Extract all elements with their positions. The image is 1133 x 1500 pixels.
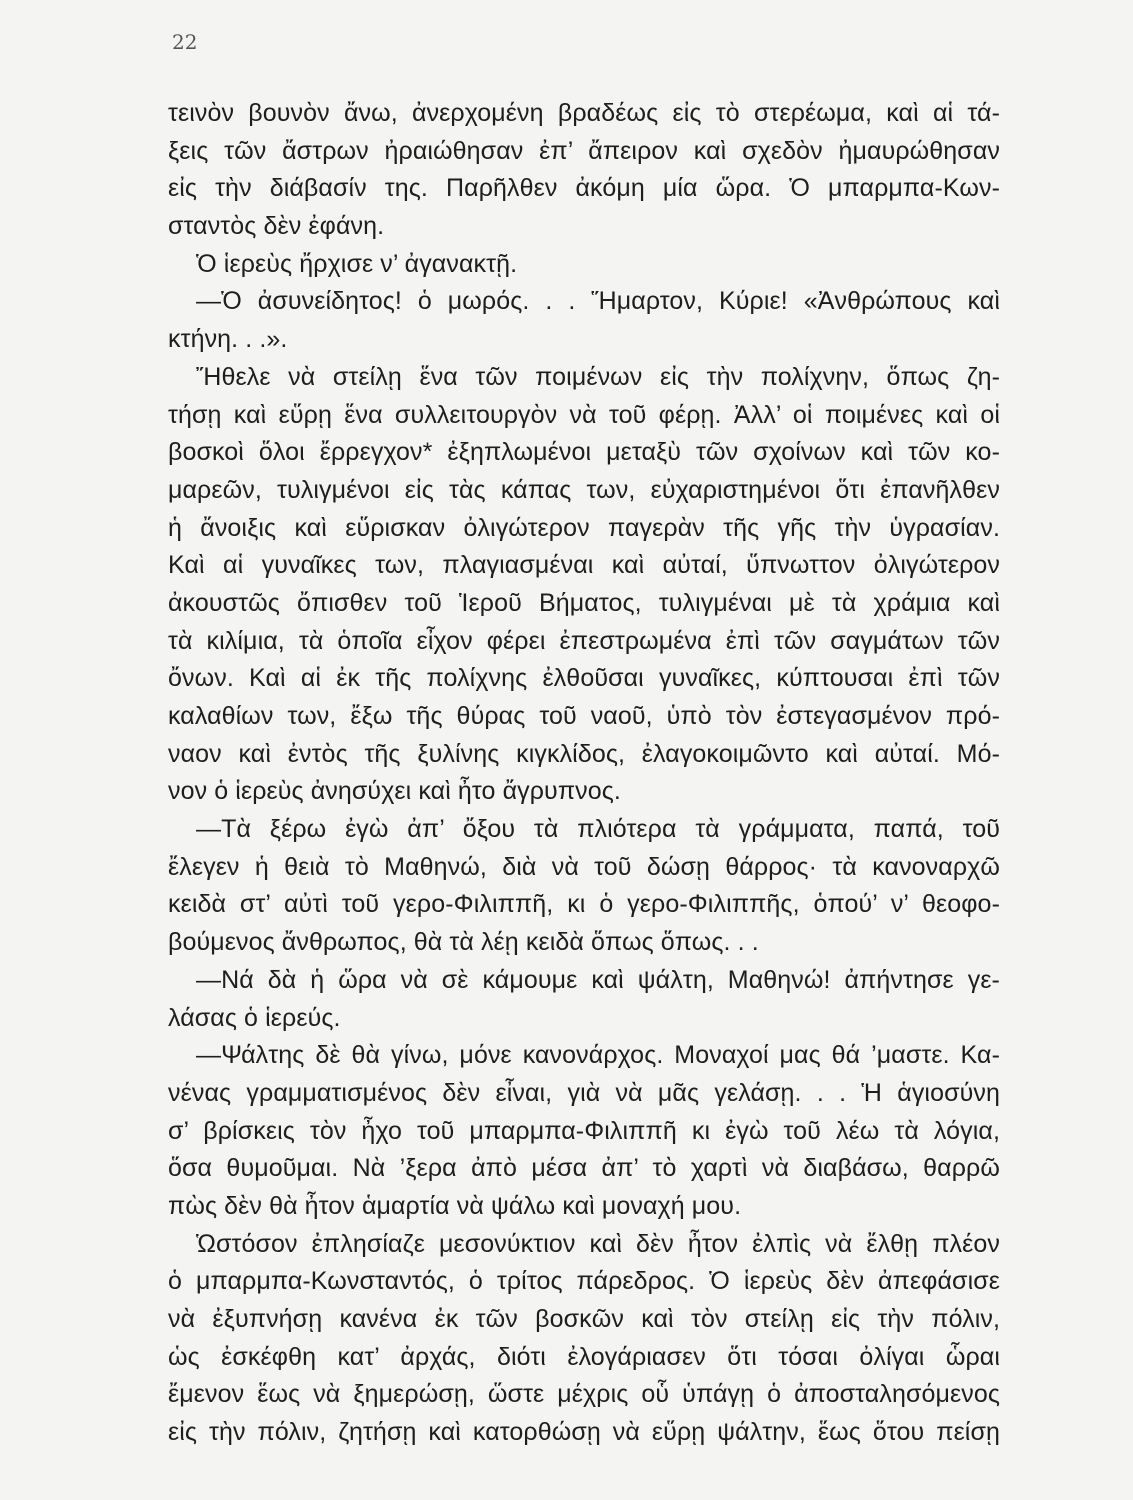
text-line: τὰ κιλίμια, τὰ ὁποῖα εἶχον φέρει ἐπεστρωμένα ἐπὶ τῶν σαγμάτων τῶν — [168, 626, 1000, 655]
text-line: σ’ βρίσκεις τὸν ἦχο τοῦ μπαρμπα-Φιλιππῆ κι ἐγὼ τοῦ λέω τὰ λόγια, — [168, 1116, 1000, 1145]
text-line: —Ψάλτης δὲ θὰ γίνω, μόνε κανονάρχος. Μοναχοί μας θά ’μαστε. Κα- — [196, 1041, 1000, 1070]
text-line: τήσῃ καὶ εὕρῃ ἕνα συλλειτουργὸν νὰ τοῦ φέρῃ. Ἀλλ’ οἱ ποιμένες καὶ οἱ — [168, 400, 1000, 429]
text-line: εἰς τὴν διάβασίν της. Παρῆλθεν ἀκόμη μία ὥρα. Ὁ μπαρμπα-Κων- — [168, 174, 1000, 203]
text-line: νον ὁ ἱερεὺς ἀνησύχει καὶ ἦτο ἄγρυπνος. — [168, 777, 621, 806]
text-line: μαρεῶν, τυλιγμένοι εἰς τὰς κάπας των, εὐχαριστημένοι ὅτι ἐπανῆλθεν — [168, 475, 1000, 504]
text-line: νὰ ἐξυπνήσῃ κανένα ἐκ τῶν βοσκῶν καὶ τὸν στείλῃ εἰς τὴν πόλιν, — [168, 1305, 1000, 1333]
text-line: σταντὸς δὲν ἐφάνη. — [168, 212, 385, 241]
text-line: ὄνων. Καὶ αἱ ἐκ τῆς πολίχνης ἐλθοῦσαι γυναῖκες, κύπτουσαι ἐπὶ τῶν — [168, 664, 1000, 693]
text-line: ἔμενον ἕως νὰ ξημερώσῃ, ὥστε μέχρις οὗ ὑπάγῃ ὁ ἀποσταλησόμενος — [168, 1380, 1000, 1409]
text-line: βούμενος ἄνθρωπος, θὰ τὰ λέῃ κειδὰ ὅπως ὅπως. . . — [168, 928, 759, 957]
text-line: καλαθίων των, ἔξω τῆς θύρας τοῦ ναοῦ, ὑπὸ τὸν ἐστεγασμένον πρό- — [168, 702, 1000, 730]
text-line: ὅσα θυμοῦμαι. Νὰ ’ξερα ἀπὸ μέσα ἀπ’ τὸ χαρτὶ νὰ διαβάσω, θαρρῶ — [168, 1154, 1000, 1183]
text-line: βοσκοὶ ὅλοι ἔρρεγχον* ἐξηπλωμένοι μεταξὺ τῶν σχοίνων καὶ τῶν κο- — [168, 438, 1000, 467]
text-line: εἰς τὴν πόλιν, ζητήσῃ καὶ κατορθώσῃ νὰ εὕρῃ ψάλτην, ἕως ὅτου πείσῃ — [168, 1418, 1000, 1447]
text-line: ἔλεγεν ἡ θειὰ τὸ Μαθηνώ, διὰ νὰ τοῦ δώσῃ θάρρος· τὰ κανοναρχῶ — [168, 852, 1000, 881]
text-line: ὁ μπαρμπα-Κωνσταντός, ὁ τρίτος πάρεδρος. Ὁ ἱερεὺς δὲν ἀπεφάσισε — [168, 1267, 1000, 1296]
text-line: Ὁ ἱερεὺς ἤρχισε ν’ ἀγανακτῇ. — [196, 249, 518, 278]
text-line: ξεις τῶν ἄστρων ἠραιώθησαν ἐπ’ ἄπειρον καὶ σχεδὸν ἠμαυρώθησαν — [168, 136, 1000, 165]
text-line: —Τὰ ξέρω ἐγὼ ἀπ’ ὄξου τὰ πλιότερα τὰ γράμματα, παπά, τοῦ — [196, 815, 1000, 844]
text-line: κτήνη. . .». — [168, 325, 288, 354]
text-line: ναον καὶ ἐντὸς τῆς ξυλίνης κιγκλίδος, ἐλαγοκοιμῶντο καὶ αὐταί. Μό- — [168, 739, 1000, 768]
text-line: Καὶ αἱ γυναῖκες των, πλαγιασμέναι καὶ αὐταί, ὕπνωττον ὀλιγώτερον — [168, 551, 1000, 580]
text-line: —Νά δὰ ἡ ὥρα νὰ σὲ κάμουμε καὶ ψάλτη, Μαθηνώ! ἀπήντησε γε- — [196, 965, 1000, 994]
text-line: κειδὰ στ’ αὐτὶ τοῦ γερο-Φιλιππῆ, κι ὁ γερο-Φιλιππῆς, ὁπού’ ν’ θεοφο- — [168, 890, 1000, 919]
body-text — [168, 95, 1000, 1452]
text-line: λάσας ὁ ἱερεύς. — [168, 1003, 341, 1032]
text-line: ἀκουστῶς ὄπισθεν τοῦ Ἱεροῦ Βήματος, τυλιγμέναι μὲ τὰ χράμια καὶ — [168, 588, 1000, 617]
text-line: Ἤθελε νὰ στείλῃ ἕνα τῶν ποιμένων εἰς τὴν πολίχνην, ὅπως ζη- — [196, 362, 1000, 391]
page-number: 22 — [172, 30, 198, 54]
text-line: —Ὁ ἀσυνείδητος! ὁ μωρός. . . Ἥμαρτον, Κύριε! «Ἀνθρώπους καὶ — [196, 287, 1000, 316]
text-line: νένας γραμματισμένος δὲν εἶναι, γιὰ νὰ μᾶς γελάσῃ. . . Ἡ ἁγιοσύνη — [168, 1078, 1000, 1107]
text-line: τεινὸν βουνὸν ἄνω, ἀνερχομένη βραδέως εἰς τὸ στερέωμα, καὶ αἱ τά- — [168, 99, 1000, 127]
text-line: Ὡστόσον ἐπλησίαζε μεσονύκτιον καὶ δὲν ἦτον ἐλπὶς νὰ ἔλθῃ πλέον — [196, 1229, 1000, 1258]
text-line: πὼς δὲν θὰ ἦτον ἁμαρτία νὰ ψάλω καὶ μοναχή μου. — [168, 1191, 742, 1220]
text-line: ὡς ἐσκέφθη κατ’ ἀρχάς, διότι ἐλογάριασεν ὅτι τόσαι ὀλίγαι ὧραι — [168, 1342, 1000, 1371]
text-line: ἡ ἄνοιξις καὶ εὕρισκαν ὀλιγώτερον παγερὰν τῆς γῆς τὴν ὑγρασίαν. — [168, 513, 1000, 542]
